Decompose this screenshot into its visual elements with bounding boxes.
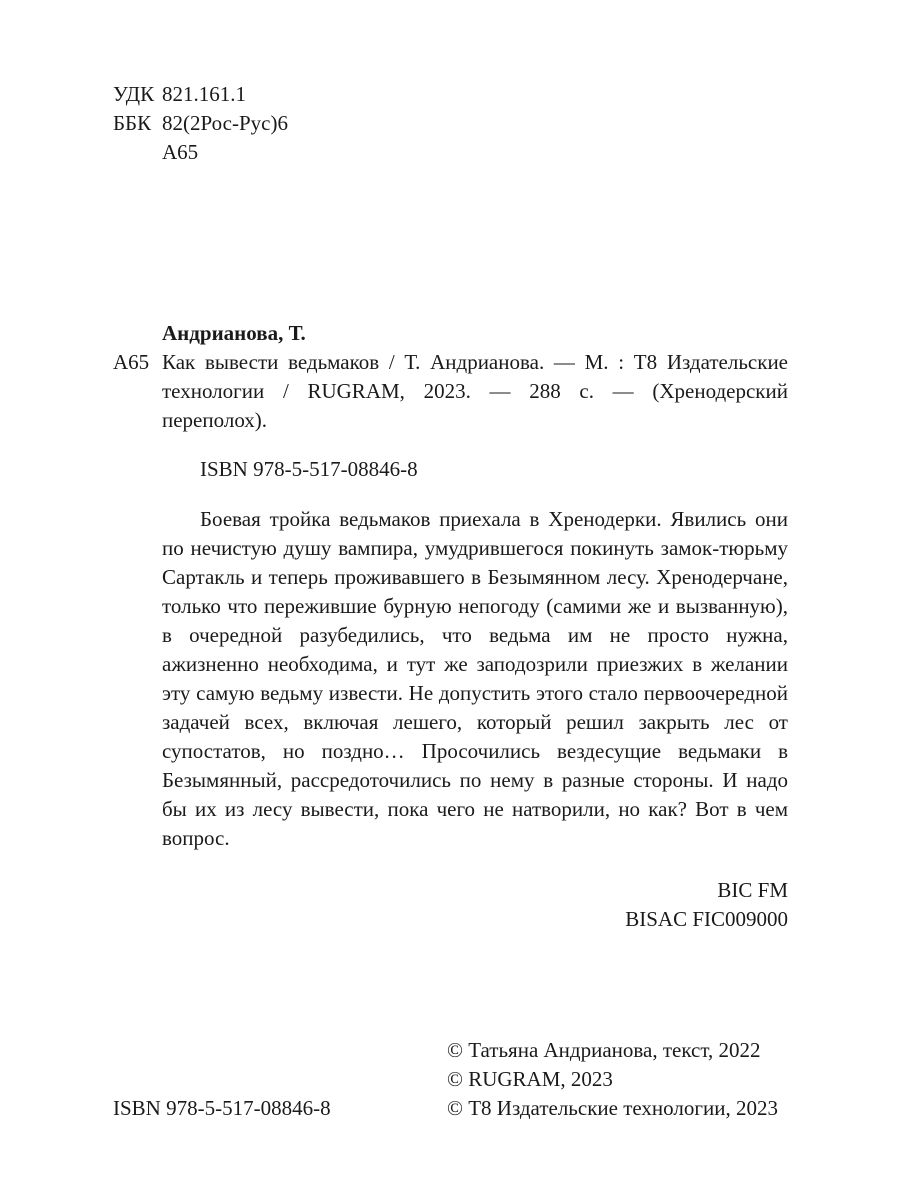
subject-codes <box>625 876 788 934</box>
copyright-line: © Т8 Издательские технологии, 2023 <box>447 1096 778 1120</box>
copyright-line: © RUGRAM, 2023 <box>447 1067 613 1091</box>
udk-value: 821.161.1 <box>162 82 246 106</box>
bibliographic-description: Как вывести ведьмаков / Т. Андрианова. — М. : Т8 Издательские технологии / RUGRAM, 2023. — 288 с. — (Хренодерский переполох). <box>162 350 788 432</box>
bic-code: BIC FM <box>717 878 788 902</box>
footer-isbn: ISBN 978-5-517-08846-8 <box>113 1096 331 1120</box>
classification-block <box>113 80 288 167</box>
udk-row <box>113 80 288 109</box>
bbk-row <box>113 109 288 138</box>
bbk-value: 82(2Рос-Рус)6 <box>162 111 288 135</box>
bisac-code: BISAC FIC009000 <box>625 907 788 931</box>
author-heading: Андрианова, Т. <box>162 321 306 345</box>
record-isbn: ISBN 978-5-517-08846-8 <box>200 457 418 481</box>
annotation-paragraph: Боевая тройка ведьмаков приехала в Хренодерки. Явились они по нечистую душу вампира, умудрившегося покинуть замок-тюрьму Сартакль и теперь проживавшего в Безымянном лесу. Хренодерчане, только что пережившие бурную непогоду (самими же и вызванную), в очередной разубедились, что ведьма им не просто нужна, ажизненно необходима, и тут же заподозрили приезжих в желании эту самую ведьму извести. Не допустить этого стало первоочередной задачей всех, включая лешего, который решил закрыть лес от супостатов, но поздно… Просочились вездесущие ведьмаки в Безымянный, рассредоточились по нему в разные стороны. И надо бы их из лесу вывести, пока чего не натворили, но как? Вот в чем вопрос. <box>162 507 788 850</box>
cutter-code: А65 <box>162 140 199 164</box>
udk-label: УДК <box>113 82 155 106</box>
bbk-label: ББК <box>113 111 152 135</box>
record-cutter-code: А65 <box>113 350 150 374</box>
copyright-block <box>447 1036 778 1123</box>
copyright-line: © Татьяна Андрианова, текст, 2022 <box>447 1038 761 1062</box>
cutter-row <box>113 138 288 167</box>
